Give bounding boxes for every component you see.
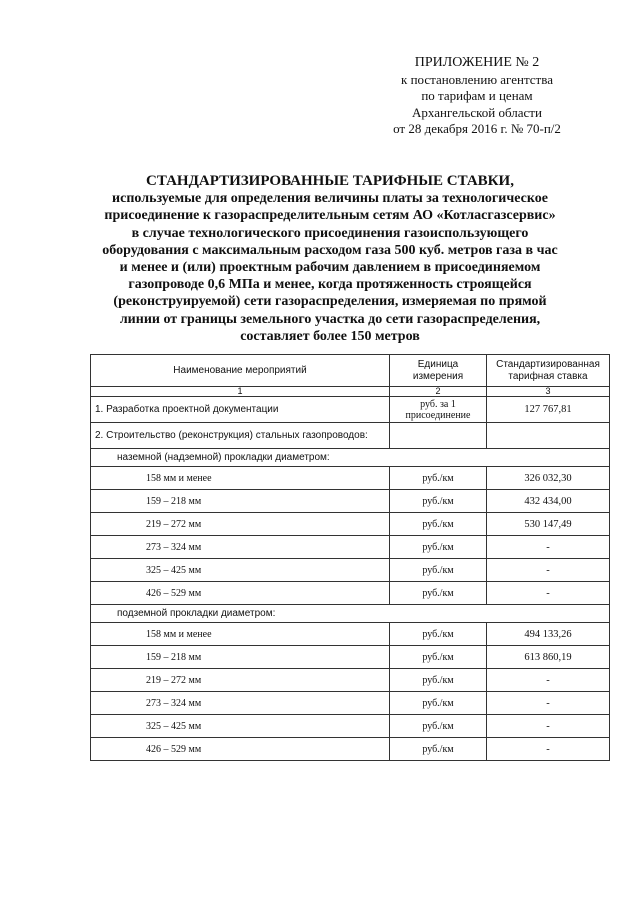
document-title: СТАНДАРТИЗИРОВАННЫЕ ТАРИФНЫЕ СТАВКИ, <box>146 173 514 189</box>
row-rate: 494 133,26 <box>487 623 610 646</box>
row-unit: руб./км <box>390 559 487 582</box>
document-heading <box>60 173 600 345</box>
section-above-ground: наземной (надземной) прокладки диаметром: <box>91 449 610 467</box>
table-row <box>91 669 610 692</box>
row-name: 2. Строительство (реконструкция) стальных газопроводов: <box>91 423 390 449</box>
row-rate: - <box>487 559 610 582</box>
row-unit <box>390 423 487 449</box>
row-name: 273 – 324 мм <box>91 536 390 559</box>
appendix-line: по тарифам и ценам <box>421 88 533 103</box>
appendix-block <box>362 55 592 138</box>
row-unit: руб./км <box>390 692 487 715</box>
column-number-row <box>91 387 610 397</box>
table-row <box>91 623 610 646</box>
row-rate: 127 767,81 <box>487 397 610 423</box>
row-name: 158 мм и менее <box>91 467 390 490</box>
row-unit: руб./км <box>390 738 487 761</box>
row-rate: - <box>487 536 610 559</box>
table-row <box>91 715 610 738</box>
heading-line: и менее и (или) проектным рабочим давлением в присоединяемом <box>119 260 541 276</box>
row-unit: руб./км <box>390 467 487 490</box>
appendix-line: к постановлению агентства <box>401 71 553 87</box>
row-unit: руб./км <box>390 490 487 513</box>
table-row <box>91 738 610 761</box>
table-header-row <box>91 355 610 387</box>
row-rate: - <box>487 669 610 692</box>
heading-line: присоединение к газораспределительным сетям АО «Котласгазсервис» <box>104 208 556 224</box>
table-row <box>91 559 610 582</box>
table-row <box>91 490 610 513</box>
column-number: 2 <box>390 387 487 397</box>
row-rate: 432 434,00 <box>487 490 610 513</box>
row-unit: руб./км <box>390 623 487 646</box>
row-name: 219 – 272 мм <box>91 669 390 692</box>
row-name: 273 – 324 мм <box>91 692 390 715</box>
appendix-line: Архангельской области <box>412 104 542 120</box>
header-rate: Стандартизированная тарифная ставка <box>487 355 610 387</box>
row-rate: - <box>487 738 610 761</box>
table-row <box>91 582 610 605</box>
column-number: 3 <box>487 387 610 397</box>
appendix-title: ПРИЛОЖЕНИЕ № 2 <box>414 55 540 70</box>
row-rate: - <box>487 582 610 605</box>
row-rate: 326 032,30 <box>487 467 610 490</box>
row-rate: 613 860,19 <box>487 646 610 669</box>
row-unit: руб./км <box>390 513 487 536</box>
row-name: 1. Разработка проектной документации <box>91 397 390 423</box>
row-unit: руб./км <box>390 582 487 605</box>
table-row <box>91 646 610 669</box>
heading-line: составляет более 150 метров <box>240 328 420 344</box>
row-name: 159 – 218 мм <box>91 646 390 669</box>
row-unit: руб./км <box>390 715 487 738</box>
heading-line: линии от границы земельного участка до сети газораспределения, <box>119 311 541 327</box>
row-rate: - <box>487 715 610 738</box>
table-row <box>91 397 610 423</box>
heading-line: используемые для определения величины платы за технологическое <box>112 191 548 207</box>
section-row <box>91 605 610 623</box>
table-row <box>91 513 610 536</box>
row-rate: 530 147,49 <box>487 513 610 536</box>
table-row <box>91 423 610 449</box>
row-rate: - <box>487 692 610 715</box>
heading-line: в случае технологического присоединения газоиспользующего <box>131 225 529 241</box>
column-number: 1 <box>91 387 390 397</box>
row-name: 158 мм и менее <box>91 623 390 646</box>
row-unit: руб./км <box>390 536 487 559</box>
row-name: 426 – 529 мм <box>91 738 390 761</box>
row-rate <box>487 423 610 449</box>
appendix-line: от 28 декабря 2016 г. № 70-п/2 <box>393 121 561 136</box>
header-name: Наименование мероприятий <box>91 355 390 387</box>
section-row <box>91 449 610 467</box>
row-name: 325 – 425 мм <box>91 715 390 738</box>
heading-line: оборудования с максимальным расходом газа 500 куб. метров газа в час <box>102 242 558 258</box>
row-name: 325 – 425 мм <box>91 559 390 582</box>
rates-table <box>90 354 610 761</box>
heading-line: газопроводе 0,6 МПа и менее, когда протяженность строящейся <box>128 277 532 293</box>
heading-line: (реконструируемой) сети газораспределения, измеряемая по прямой <box>113 294 547 310</box>
table-row <box>91 467 610 490</box>
row-unit: руб. за 1 присоединение <box>390 397 487 423</box>
header-unit: Единица измерения <box>390 355 487 387</box>
row-name: 426 – 529 мм <box>91 582 390 605</box>
row-name: 159 – 218 мм <box>91 490 390 513</box>
table-row <box>91 536 610 559</box>
row-unit: руб./км <box>390 669 487 692</box>
row-name: 219 – 272 мм <box>91 513 390 536</box>
section-underground: подземной прокладки диаметром: <box>91 605 610 623</box>
row-unit: руб./км <box>390 646 487 669</box>
table-row <box>91 692 610 715</box>
